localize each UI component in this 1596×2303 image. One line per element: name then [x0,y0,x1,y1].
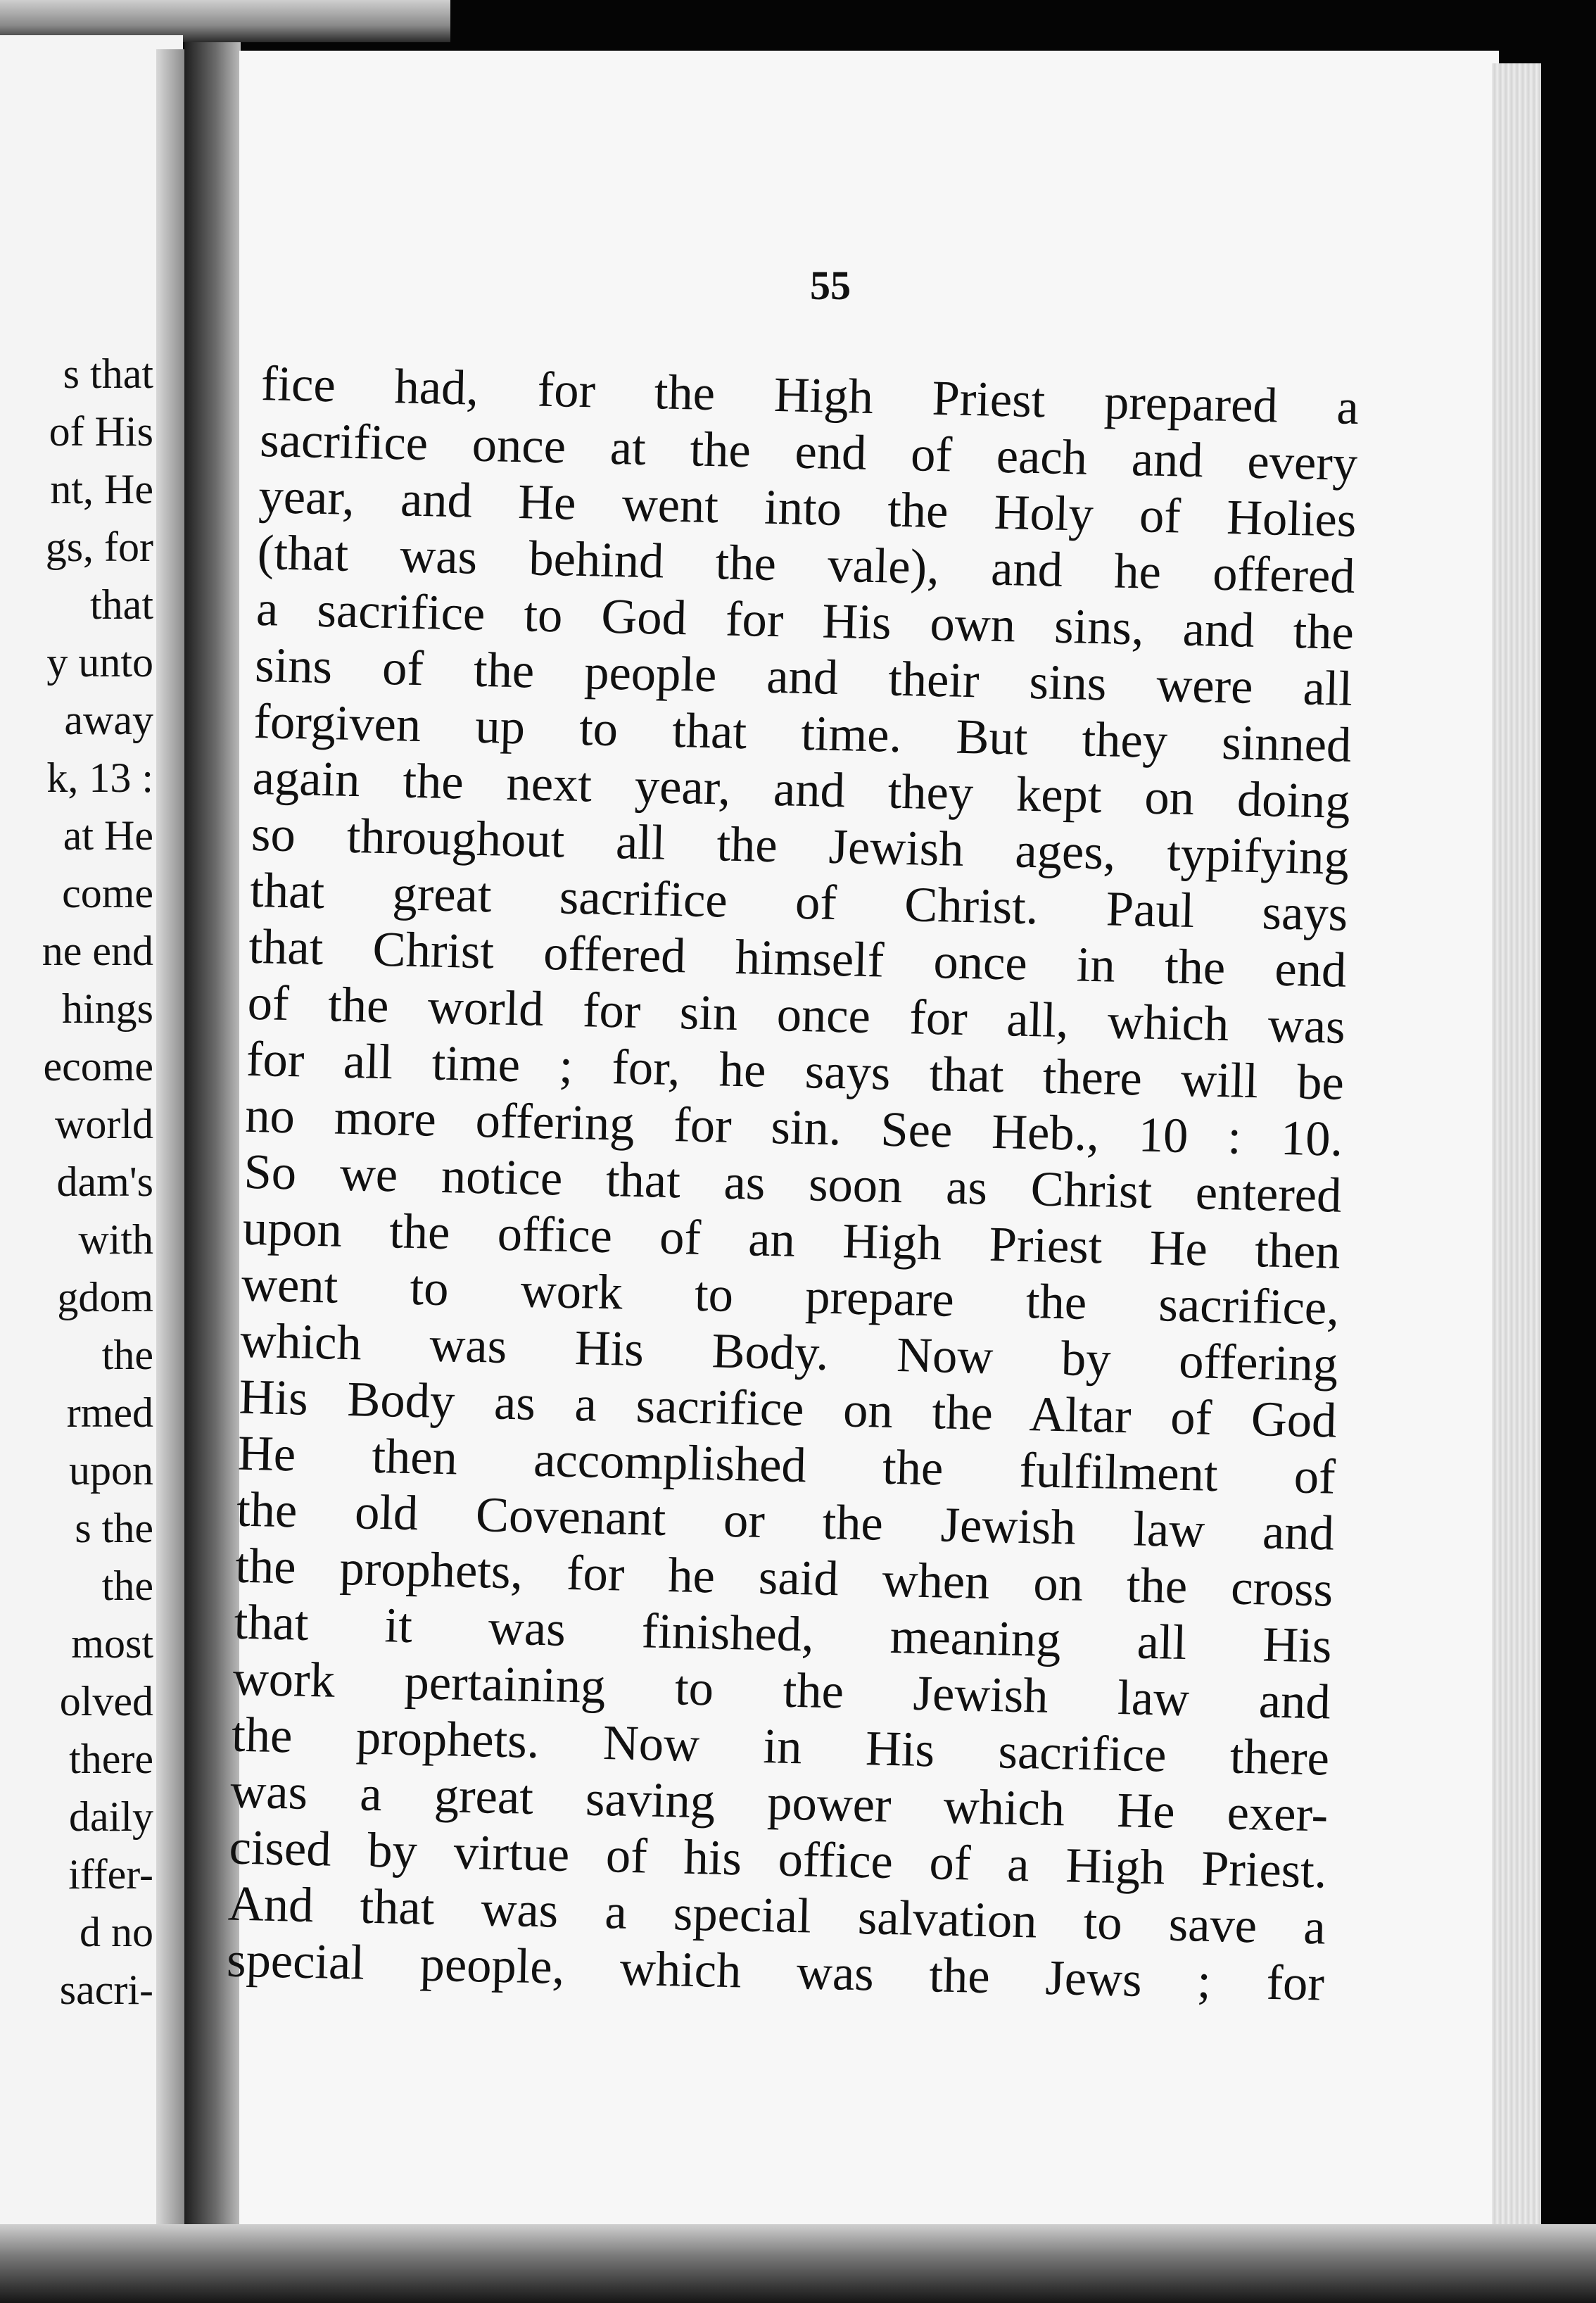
body-line: (that was behind the vale), and he offered [257,524,1356,604]
body-line: that it was finished, meaning all His [233,1594,1333,1674]
body-line: so throughout all the Jewish ages, typifying [251,806,1350,885]
left-line: the [101,1332,153,1378]
left-line: dam's [56,1159,153,1205]
left-line: away [64,697,153,743]
left-line: iffer- [68,1851,153,1898]
left-line: k, 13 : [46,755,153,801]
body-line: special people, which was the Jews ; for [226,1932,1325,2012]
left-line: y unto [46,639,153,686]
body-line: the old Covenant or the Jewish law and [236,1482,1335,1561]
body-line: forgiven up to that time. But they sinned [253,693,1353,773]
body-line: the prophets, for he said when on the cross [234,1538,1334,1617]
body-line: So we notice that as soon as Christ entered [243,1144,1343,1223]
left-line: the [101,1563,153,1609]
body-line: year, and He went into the Holy of Holies [258,468,1357,548]
left-line: gdom [57,1274,153,1320]
body-line: His Body as a sacrifice on the Altar of God [238,1369,1338,1449]
left-line: world [55,1101,153,1147]
body-line: of the world for sin once for all, which was [247,975,1346,1054]
left-line: nt, He [50,466,153,512]
page-number: 55 [810,263,851,308]
left-line: upon [69,1447,153,1494]
left-line: gs, for [45,524,153,570]
left-line: with [78,1216,153,1263]
body-line: work pertaining to the Jewish law and [232,1651,1331,1730]
left-page-text [0,345,153,2019]
left-line: daily [69,1793,153,1840]
left-line: that [90,581,153,628]
body-line: the prophets. Now in His sacrifice there [231,1707,1330,1786]
body-text [226,355,1359,2012]
left-line: there [69,1736,153,1782]
body-line: was a great saving power which He exer- [229,1763,1329,1843]
left-line: hings [61,985,153,1032]
body-line: which was His Body. Now by offering [239,1313,1338,1392]
body-line: cised by virtue of his office of a High Priest. [228,1819,1328,1899]
body-line: upon the office of an High Priest He then [242,1200,1341,1280]
body-line: no more offering for sin. See Heb., 10 : 10. [244,1087,1343,1167]
left-line: come [62,870,153,916]
left-line: rmed [66,1389,153,1436]
left-line: most [71,1620,153,1667]
body-line: that Christ offered himself once in the end [248,919,1348,998]
body-line: went to work to prepare the sacrifice, [241,1256,1340,1336]
left-line: ne end [42,928,153,974]
page-fore-edge [1492,63,1541,2252]
left-line: d no [80,1909,153,1955]
left-line: olved [59,1678,153,1724]
left-line: sacri- [59,1967,153,2013]
body-line: sins of the people and their sins were all [254,637,1353,717]
body-line: And that was a special salvation to save a [227,1876,1326,1955]
body-line: sacrifice once at the end of each and every [259,412,1358,491]
body-line: for all time ; for, he says that there will be [246,1031,1345,1111]
book-bottom-edge [0,2224,1596,2303]
body-line: He then accomplished the fulfilment of [237,1425,1336,1505]
left-line: s that [63,351,153,397]
left-line: at He [63,812,153,859]
body-line: again the next year, and they kept on doing [252,750,1351,829]
body-line: a sacrifice to God for His own sins, and the [255,581,1355,660]
left-line: of His [49,408,153,455]
left-page-shadow [156,49,184,2224]
left-line: s the [75,1505,153,1551]
body-line: fice had, for the High Priest prepared a [260,355,1360,436]
body-line: that great sacrifice of Christ. Paul says [249,862,1348,942]
left-line: ecome [43,1043,153,1090]
